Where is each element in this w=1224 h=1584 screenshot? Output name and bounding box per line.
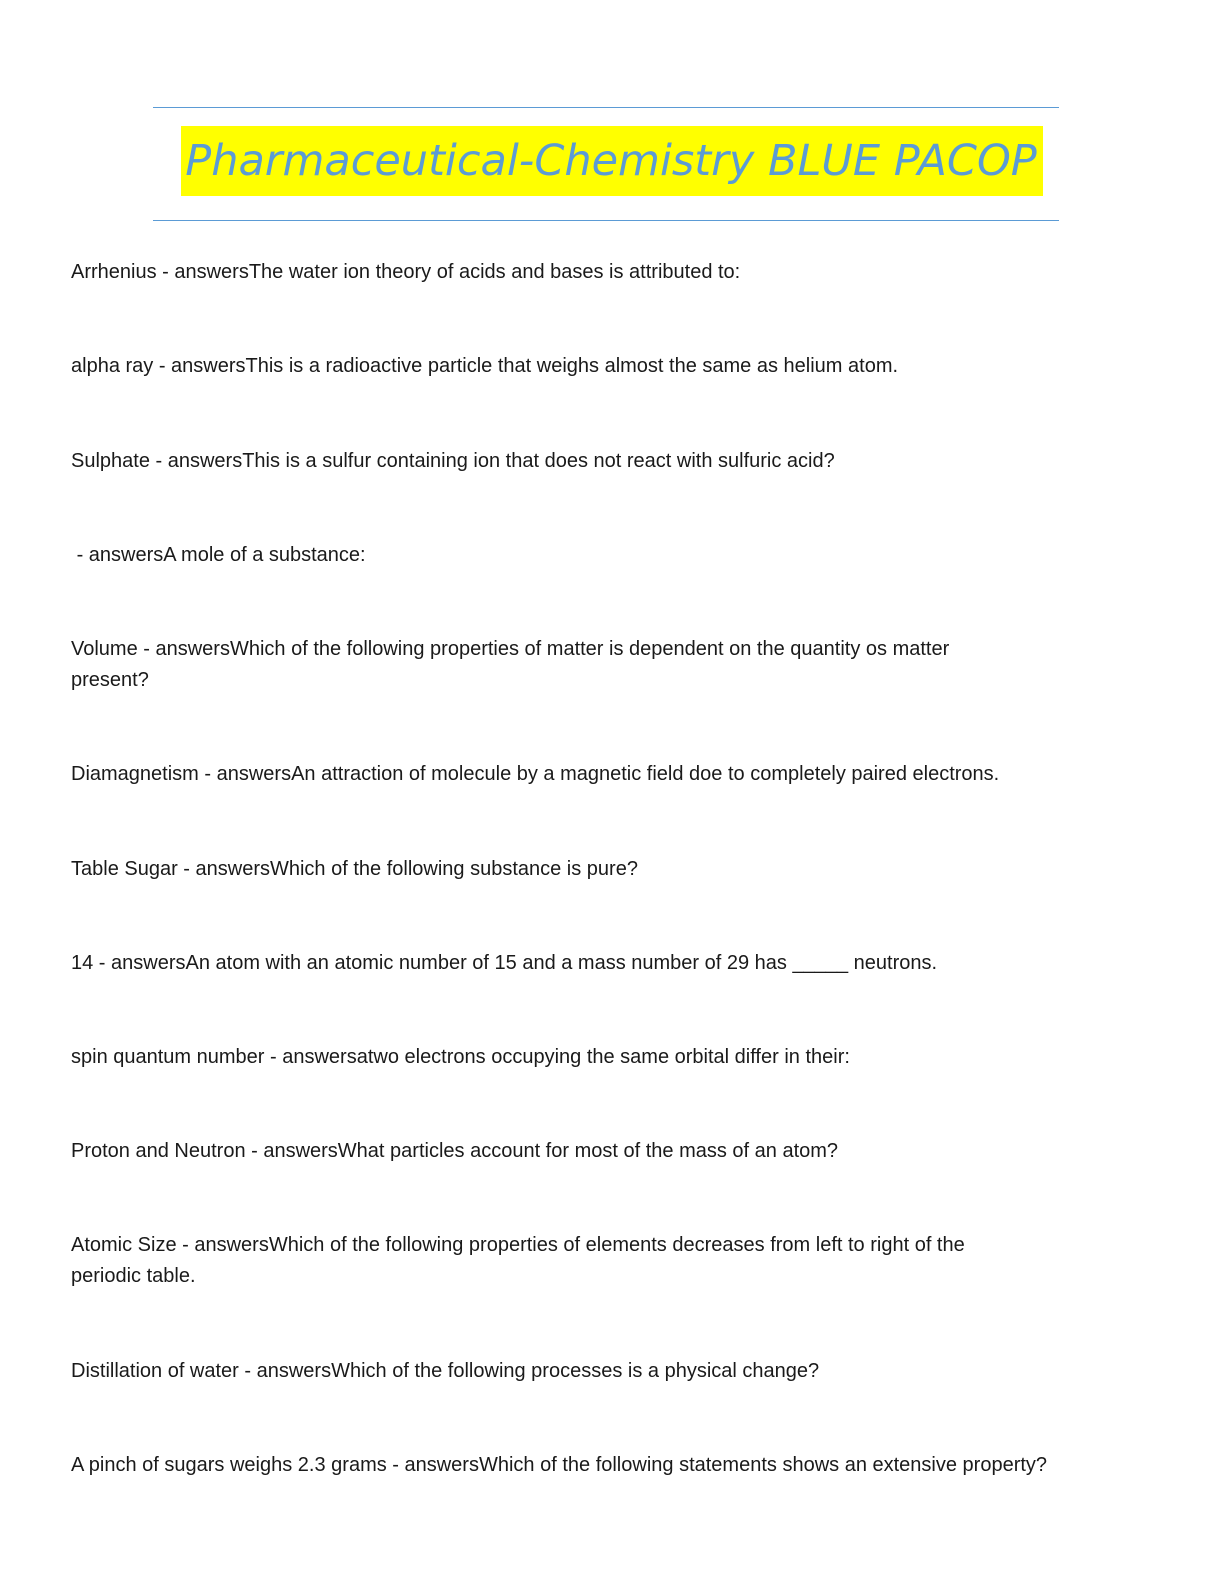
qa-item-5: Volume - answersWhich of the following properties of matter is dependent on the quantity os matter present?	[71, 638, 950, 691]
title-top-rule	[153, 107, 1059, 108]
qa-item-2: alpha ray - answersThis is a radioactive particle that weighs almost the same as helium atom.	[71, 355, 899, 377]
qa-item-4: - answersA mole of a substance:	[71, 544, 366, 566]
document-title: Pharmaceutical-Chemistry BLUE PACOP	[181, 126, 1042, 196]
title-bottom-rule	[153, 220, 1059, 221]
qa-item-7: Table Sugar - answersWhich of the following substance is pure?	[71, 858, 638, 880]
qa-item-11: Atomic Size - answersWhich of the following properties of elements decreases from left to right of the periodic table.	[71, 1234, 965, 1287]
qa-item-9: spin quantum number - answersatwo electrons occupying the same orbital differ in their:	[71, 1046, 850, 1068]
qa-item-3: Sulphate - answersThis is a sulfur containing ion that does not react with sulfuric acid?	[71, 450, 835, 472]
qa-item-10: Proton and Neutron - answersWhat particles account for most of the mass of an atom?	[71, 1140, 839, 1162]
qa-item-8: 14 - answersAn atom with an atomic number of 15 and a mass number of 29 has _____ neutrons.	[71, 952, 938, 974]
qa-item-6: Diamagnetism - answersAn attraction of molecule by a magnetic field doe to completely paired electrons.	[71, 763, 1000, 785]
qa-item-12: Distillation of water - answersWhich of the following processes is a physical change?	[71, 1360, 820, 1382]
title-container	[0, 126, 1224, 196]
qa-item-13: A pinch of sugars weighs 2.3 grams - answersWhich of the following statements shows an extensive property?	[71, 1454, 1048, 1476]
qa-item-1: Arrhenius - answersThe water ion theory of acids and bases is attributed to:	[71, 261, 741, 283]
